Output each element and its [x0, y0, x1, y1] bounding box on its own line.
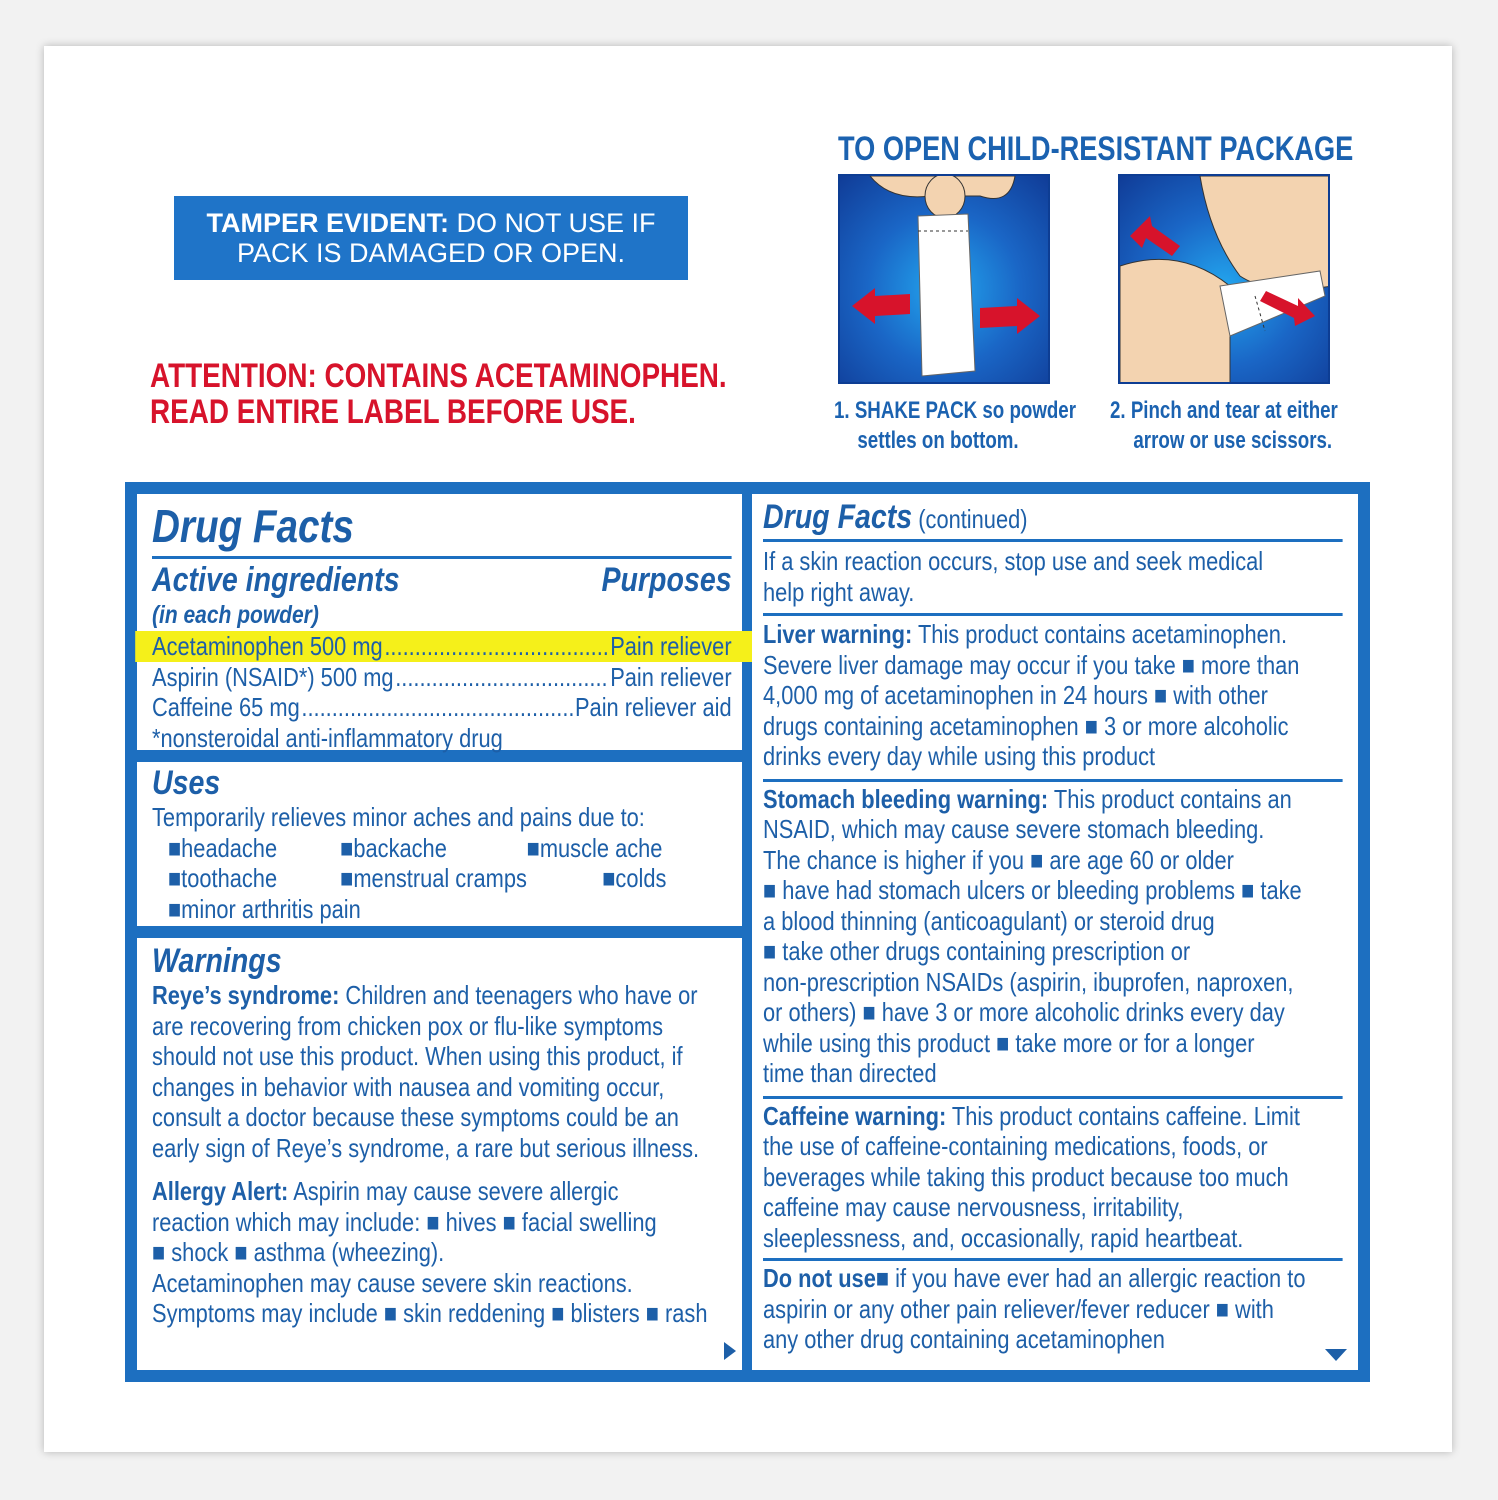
text-line: a blood thinning (anticoagulant) or steroid drug [763, 905, 1215, 936]
text-line: The chance is higher if you ■ are age 60 or older [763, 844, 1234, 875]
ingredient-name: Acetaminophen 500 mg [152, 631, 383, 661]
uses-section [137, 762, 742, 926]
ingredient-row [152, 662, 732, 693]
shake-pack-icon [840, 176, 1050, 384]
tamper-lead: TAMPER EVIDENT: [206, 208, 449, 238]
pinch-tear-illustration [1118, 174, 1330, 384]
ingredient-purpose: Pain reliever [610, 661, 732, 692]
uses-heading: Uses [152, 764, 221, 802]
nsaid-footnote: *nonsteroidal anti-inflammatory drug [152, 722, 503, 753]
text-line: drinks every day while using this product [763, 741, 1156, 771]
tamper-line-1: DO NOT USE IF [456, 208, 656, 238]
text-line: ■ have had stomach ulcers or bleeding problems ■ take [763, 875, 1302, 905]
do-not-use-section [763, 1263, 1343, 1355]
title-rule [152, 556, 732, 559]
ingredient-purpose: Pain reliever aid [574, 692, 732, 722]
text-line: or others) ■ have 3 or more alcoholic drinks every day [763, 997, 1285, 1027]
do-not-use-lead: Do not use [763, 1263, 876, 1293]
use-item: ■muscle ache [526, 832, 663, 863]
liver-warning [763, 619, 1343, 772]
skin-reaction-line: help right away. [763, 576, 915, 607]
warnings-section [137, 938, 742, 1370]
active-ingredients-section [137, 494, 742, 753]
text-line: This product contains caffeine. Limit [951, 1100, 1300, 1131]
text-line: reaction which may include: ■ hives ■ facial swelling [152, 1206, 657, 1237]
text-line: ■ shock ■ asthma (wheezing). [152, 1237, 445, 1267]
leader-dots [301, 692, 573, 723]
section-rule [763, 1258, 1343, 1261]
drug-facts-continued-section [752, 494, 1358, 1370]
leader-dots [384, 631, 608, 662]
section-rule [763, 539, 1343, 542]
text-line: any other drug containing acetaminophen [763, 1324, 1165, 1354]
ingredient-name: Caffeine 65 mg [152, 692, 300, 722]
text-line: changes in behavior with nausea and vomiting occur, [152, 1071, 665, 1102]
text-line: should not use this product. When using this product, if [152, 1041, 683, 1071]
use-item: ■menstrual cramps [340, 862, 527, 893]
use-item: ■toothache [167, 862, 278, 893]
use-item: ■minor arthritis pain [167, 893, 361, 924]
text-line: Aspirin may cause severe allergic [293, 1176, 619, 1206]
use-item: ■colds [602, 862, 667, 893]
attention-line-2: READ ENTIRE LABEL BEFORE USE. [150, 393, 636, 431]
stomach-bleeding-warning [763, 784, 1343, 1089]
continued-label: (continued) [918, 504, 1028, 534]
text-line: This product contains acetaminophen. [917, 619, 1288, 649]
attention-line-1: ATTENTION: CONTAINS ACETAMINOPHEN. [150, 357, 727, 395]
text-line: Acetaminophen may cause severe skin reactions. [152, 1267, 633, 1298]
text-line: time than directed [763, 1058, 937, 1088]
continue-right-arrow-icon [724, 1342, 736, 1360]
stomach-lead: Stomach bleeding warning: [763, 783, 1049, 814]
active-ingredients-heading: Active ingredients [152, 561, 400, 599]
text-line: Symptoms may include ■ skin reddening ■ blisters ■ rash [152, 1298, 708, 1328]
text-line: are recovering from chicken pox or flu-like symptoms [152, 1010, 663, 1041]
text-line: consult a doctor because these symptoms could be an [152, 1102, 679, 1132]
caffeine-lead: Caffeine warning: [763, 1100, 947, 1131]
section-rule [763, 613, 1343, 616]
drug-facts-continued-title: Drug Facts [763, 498, 913, 536]
ingredient-name: Aspirin (NSAID*) 500 mg [152, 661, 394, 692]
text-line: 4,000 mg of acetaminophen in 24 hours ■ with other [763, 680, 1268, 710]
section-rule [763, 1096, 1343, 1099]
continue-down-arrow-icon [1325, 1349, 1347, 1361]
warnings-heading: Warnings [152, 942, 282, 980]
purposes-heading: Purposes [601, 561, 732, 599]
text-line: Severe liver damage may occur if you take ■ more than [763, 649, 1300, 680]
leader-dots [395, 662, 608, 693]
text-line: while using this product ■ take more or for a longer [763, 1027, 1255, 1058]
step-2-caption [1110, 396, 1338, 456]
section-rule [763, 779, 1343, 782]
allergy-alert [152, 1176, 732, 1329]
open-instructions-title: TO OPEN CHILD-RESISTANT PACKAGE [838, 130, 1354, 168]
text-line: the use of caffeine-containing medications, foods, or [763, 1131, 1268, 1161]
text-line: non-prescription NSAIDs (aspirin, ibuprofen, naproxen, [763, 966, 1294, 997]
shake-pack-illustration [838, 174, 1050, 384]
text-line: sleeplessness, and, occasionally, rapid heartbeat. [763, 1222, 1244, 1253]
text-line: drugs containing acetaminophen ■ 3 or more alcoholic [763, 710, 1289, 741]
drug-facts-panel [125, 482, 1370, 1382]
ingredient-row [135, 631, 757, 662]
text-line: ■ take other drugs containing prescription or [763, 936, 1191, 966]
text-line: early sign of Reye’s syndrome, a rare but serious illness. [152, 1132, 700, 1163]
step-1-line-1: 1. SHAKE PACK so powder [834, 397, 1077, 424]
tamper-line-2: PACK IS DAMAGED OR OPEN. [236, 238, 626, 268]
text-line: caffeine may cause nervousness, irritability, [763, 1192, 1184, 1222]
drug-facts-title: Drug Facts [152, 500, 354, 552]
step-1-caption [834, 396, 1076, 456]
tamper-evident-banner [174, 196, 688, 280]
tear-pack-icon [1120, 176, 1330, 384]
use-item: ■backache [340, 832, 447, 863]
use-item: ■headache [167, 832, 278, 863]
text-line: aspirin or any other pain reliever/fever reducer ■ with [763, 1293, 1274, 1324]
step-2-line-2: arrow or use scissors. [1133, 427, 1333, 454]
reye-warning [152, 980, 732, 1163]
ingredient-purpose: Pain reliever [610, 631, 732, 661]
step-1-line-2: settles on bottom. [857, 427, 1019, 454]
uses-intro: Temporarily relieves minor aches and pains due to: [152, 802, 645, 832]
ingredient-row [152, 692, 732, 723]
text-line: This product contains an [1053, 783, 1292, 814]
attention-warning [150, 358, 727, 430]
allergy-lead: Allergy Alert: [152, 1176, 289, 1206]
step-2-line-1: 2. Pinch and tear at either [1110, 397, 1338, 424]
liver-lead: Liver warning: [763, 619, 913, 649]
skin-reaction-line: If a skin reaction occurs, stop use and seek medical [763, 546, 1264, 576]
reye-lead: Reye’s syndrome: [152, 980, 340, 1010]
text-line: beverages while taking this product because too much [763, 1161, 1289, 1192]
text-line: NSAID, which may cause severe stomach bleeding. [763, 814, 1265, 844]
text-line: ■ if you have ever had an allergic reaction to [875, 1263, 1306, 1293]
text-line: Children and teenagers who have or [345, 980, 698, 1010]
caffeine-warning [763, 1101, 1343, 1254]
per-powder-note: (in each powder) [152, 601, 319, 629]
